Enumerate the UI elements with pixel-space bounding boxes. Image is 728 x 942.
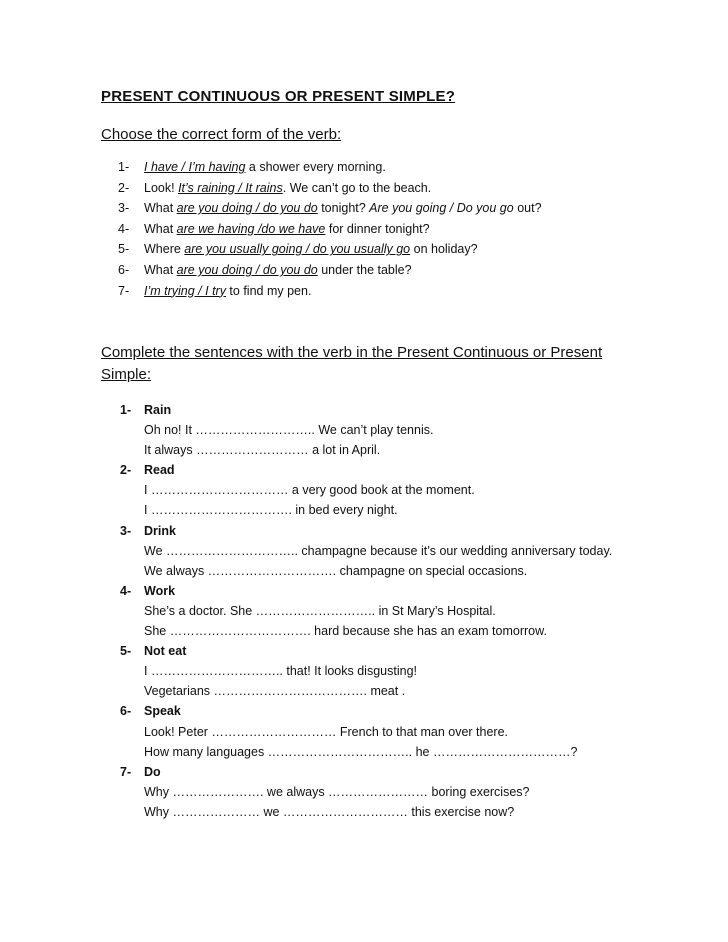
sentence: I ………………………….. that! It looks disgusting! bbox=[144, 664, 417, 679]
exercise-item bbox=[120, 460, 612, 520]
sentence: Why ………………… we ………………………… this exercise now? bbox=[144, 804, 515, 819]
list-item: 6- What are you doing / do you do under the table? bbox=[118, 262, 412, 277]
sentence: She’s a doctor. She ……………………….. in St Mary’s Hospital. bbox=[144, 603, 496, 618]
verb-heading: 7- Do bbox=[120, 764, 161, 779]
verb-choice[interactable]: are you usually going / do you usually go bbox=[184, 242, 411, 257]
verb-choice[interactable]: are we having /do we have bbox=[176, 221, 326, 236]
sentence: Vegetarians ………………………………. meat . bbox=[144, 684, 406, 699]
exercise-item bbox=[120, 762, 612, 822]
verb-choice[interactable]: I’m trying / I try bbox=[144, 283, 226, 298]
list-item: 7- I’m trying / I try to find my pen. bbox=[118, 283, 312, 298]
sentence: We ………………………….. champagne because it’s our wedding anniversary today. bbox=[144, 543, 613, 558]
exercise-item bbox=[120, 581, 612, 641]
sentence: I ……………………………. in bed every night. bbox=[144, 503, 398, 518]
sentence: Why …………………. we always …………………… boring exercises? bbox=[144, 784, 530, 799]
sentence: Oh no! It ……………………….. We can’t play tennis. bbox=[144, 423, 434, 438]
exercise-item bbox=[120, 701, 612, 761]
verb-heading: 5- Not eat bbox=[120, 644, 187, 659]
sentence: How many languages …………………………….. he ……………………………? bbox=[144, 744, 578, 759]
verb-choice[interactable]: are you doing / do you do bbox=[176, 262, 318, 277]
sentence: I …………………………… a very good book at the moment. bbox=[144, 483, 475, 498]
sentence: It always ……………………… a lot in April. bbox=[144, 443, 381, 458]
sentence: Look! Peter ………………………… French to that man over there. bbox=[144, 724, 509, 739]
complete-sentences-list bbox=[120, 400, 612, 822]
verb-choice[interactable]: It’s raining / It rains bbox=[178, 180, 283, 195]
verb-heading: 2- Read bbox=[120, 463, 175, 478]
section2-heading: Complete the sentences with the verb in the Present Continuous or Present Simple: bbox=[101, 344, 603, 383]
sentence: We always …………………………. champagne on special occasions. bbox=[144, 563, 528, 578]
verb-heading: 3- Drink bbox=[120, 523, 176, 538]
list-item: 2- Look! It’s raining / It rains. We can’t go to the beach. bbox=[118, 180, 432, 195]
list-item: 3- What are you doing / do you do tonight? Are you going / Do you go out? bbox=[118, 201, 542, 216]
verb-heading: 6- Speak bbox=[120, 704, 181, 719]
exercise-item bbox=[120, 400, 612, 460]
sentence: She ……………………………. hard because she has an exam tomorrow. bbox=[144, 624, 547, 639]
verb-choice[interactable]: I have / I’m having bbox=[144, 160, 246, 174]
exercise-item bbox=[120, 641, 612, 701]
exercise-item bbox=[120, 521, 612, 581]
verb-heading: 4- Work bbox=[120, 583, 176, 598]
verb-choice-2[interactable]: Are you going / Do you go bbox=[369, 201, 514, 216]
section1-heading: Choose the correct form of the verb: bbox=[101, 126, 342, 143]
list-item: 1- I have / I’m having a shower every morning. bbox=[118, 160, 386, 174]
choose-verb-list bbox=[118, 157, 542, 301]
list-item: 5- Where are you usually going / do you usually go on holiday? bbox=[118, 242, 478, 257]
verb-choice[interactable]: are you doing / do you do bbox=[176, 201, 318, 216]
list-item: 4- What are we having /do we have for dinner tonight? bbox=[118, 221, 430, 236]
worksheet-title: PRESENT CONTINUOUS OR PRESENT SIMPLE? bbox=[101, 88, 456, 105]
verb-heading: 1- Rain bbox=[120, 403, 172, 417]
